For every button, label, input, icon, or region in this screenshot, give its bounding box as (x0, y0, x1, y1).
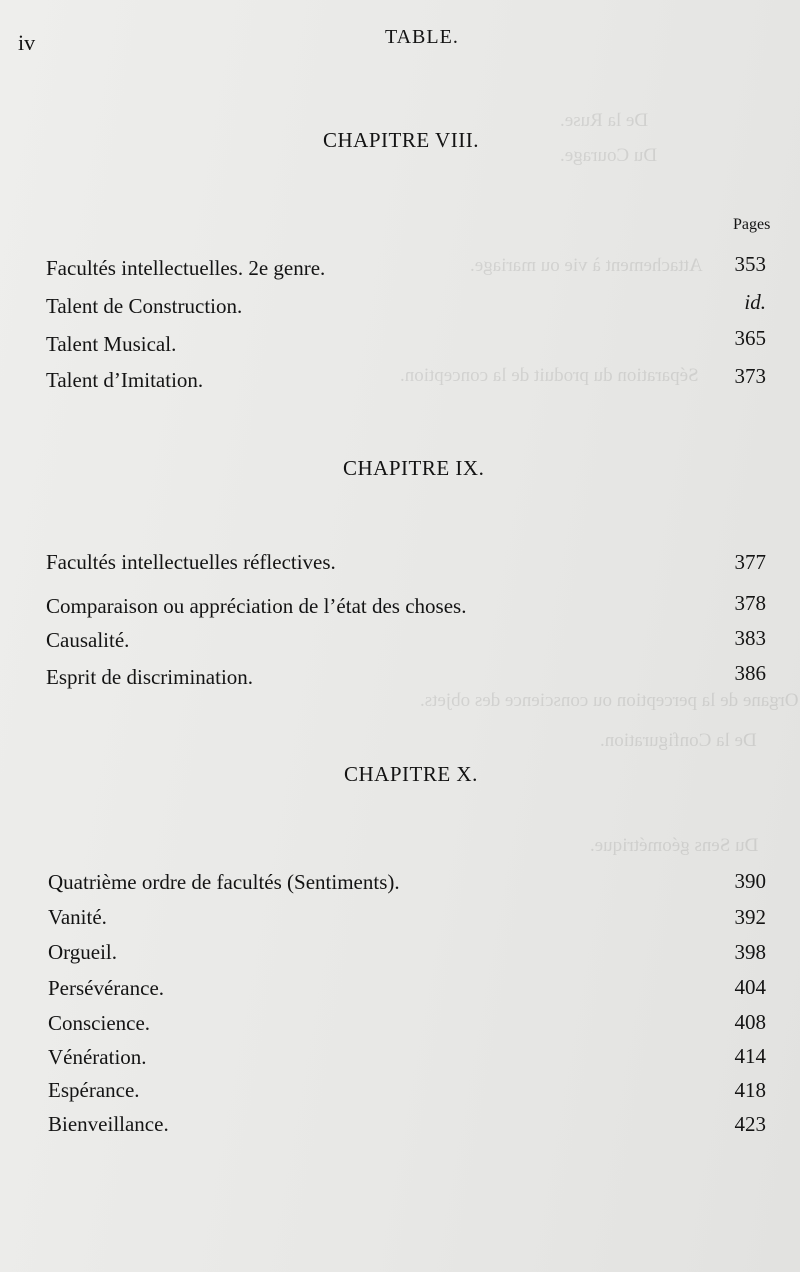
toc-page-number: 377 (734, 550, 766, 574)
toc-page-number: 365 (734, 326, 766, 350)
toc-entry-label: Talent de Construction. (46, 294, 243, 318)
toc-page-number: 423 (734, 1112, 766, 1136)
toc-page-number: 353 (734, 252, 766, 276)
toc-entry-label: Vanité. (48, 905, 107, 929)
toc-page-number: 414 (734, 1044, 766, 1068)
toc-entry-label: Causalité. (46, 628, 130, 652)
chapter-title: CHAPITRE X. (344, 762, 478, 786)
bleed-through-text: Du Courage. (560, 145, 658, 166)
toc-entry-label: Esprit de discrimination. (46, 665, 254, 689)
toc-entry-label: Facultés intellectuelles. 2e genre. (46, 256, 326, 280)
bleed-through-text: De la Ruse. (560, 110, 649, 131)
toc-page-number: 373 (734, 364, 766, 388)
toc-page-number: 386 (734, 661, 766, 685)
toc-page-number: 378 (734, 591, 766, 615)
toc-entry-label: Facultés intellectuelles réflectives. (46, 550, 336, 574)
toc-entry-label: Talent d’Imitation. (46, 368, 204, 392)
bleed-through-text: Organe de la perception ou conscience des objets. (420, 690, 799, 711)
toc-entry-label: Conscience. (48, 1011, 151, 1035)
toc-entry-label: Espérance. (48, 1078, 140, 1102)
toc-page-number: 398 (734, 940, 766, 964)
toc-page-number: 404 (734, 975, 766, 999)
toc-entry-label: Vénération. (48, 1045, 147, 1069)
toc-entry-label: Persévérance. (48, 976, 165, 1000)
toc-entry (46, 256, 325, 281)
page-number: iv (18, 30, 36, 55)
pages-column-label: Pages (733, 216, 771, 233)
toc-entry-label: Comparaison ou appréciation de l’état des choses. (46, 594, 467, 618)
toc-page-number: id. (744, 290, 766, 314)
chapter-title: CHAPITRE IX. (343, 456, 485, 480)
toc-page-number: 392 (734, 905, 766, 929)
toc-page-number: 390 (734, 869, 766, 893)
bleed-through-text: Attachement à vie ou mariage. (470, 255, 703, 276)
toc-page-number: 418 (734, 1078, 766, 1102)
bleed-through-text: Du Sens géométrique. (590, 835, 759, 856)
toc-page-number: 383 (734, 626, 766, 650)
toc-entry-label: Orgueil. (48, 940, 118, 964)
toc-entry-label: Quatrième ordre de facultés (Sentiments). (48, 870, 400, 894)
running-head: TABLE. (385, 26, 459, 48)
toc-page-number: 408 (734, 1010, 766, 1034)
bleed-through-text: Séparation du produit de la conception. (400, 365, 699, 386)
toc-entry-label: Talent Musical. (46, 332, 177, 356)
bleed-through-text: De la Configuration. (600, 730, 757, 751)
toc-entry-label: Bienveillance. (48, 1112, 169, 1136)
chapter-title: CHAPITRE VIII. (323, 128, 479, 152)
